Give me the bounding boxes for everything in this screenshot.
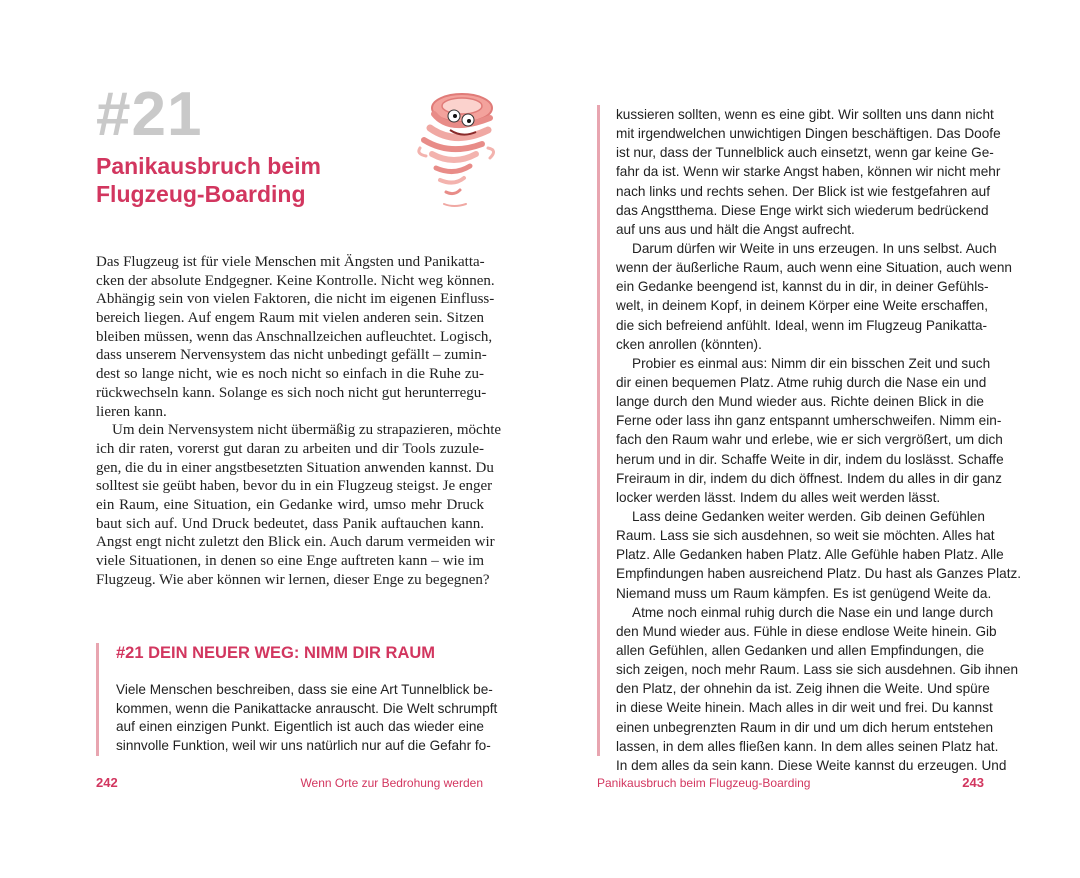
text-line: ist nur, dass der Tunnelblick auch einsetzt, wenn gar keine Ge- — [616, 145, 994, 161]
text-line: Flugzeug. Wie aber können wir lernen, dieser Enge zu begegnen? — [96, 571, 490, 588]
box-text — [116, 681, 498, 756]
text-line: lange durch den Mund wieder aus. Richte deinen Blick in die — [616, 394, 984, 410]
text-line: cken der absolute Endgegner. Keine Kontrolle. Nicht weg können. — [96, 272, 495, 289]
text-line: ein Gedanke beengend ist, kannst du in dir, in deiner Gefühls- — [616, 279, 989, 295]
text-line: kussieren sollten, wenn es eine gibt. Wir sollten uns dann nicht — [616, 107, 994, 122]
text-line: dest so lange nicht, wie es noch nicht so einfach in die Ruhe zu- — [96, 366, 484, 383]
text-line: ich dir raten, vorerst gut daran zu arbeiten und dir Tools zuzule- — [96, 440, 484, 457]
text-line: Atme noch einmal ruhig durch die Nase ein und lange durch — [632, 604, 994, 620]
chapter-title-line: Panikausbruch beim — [96, 153, 321, 179]
text-line: auf einen einzigen Punkt. Eigentlich ist auch das wieder eine — [116, 719, 484, 735]
text-line: solltest sie geübt haben, bevor du in ein Flugzeug steigst. Je enger — [96, 478, 493, 495]
text-line: welt, in deinem Kopf, in deinem Körper eine Weite erschaffen, — [616, 298, 989, 314]
running-head: Panikausbruch beim Flugzeug-Boarding — [597, 776, 811, 790]
text-line: Viele Menschen beschreiben, dass sie eine Art Tunnelblick be- — [116, 682, 493, 697]
chapter-title — [96, 152, 321, 208]
text-line: Um dein Nervensystem nicht übermäßig zu strapazieren, möchte — [112, 422, 502, 439]
box-text-continued — [616, 105, 1022, 775]
text-line: Lass deine Gedanken weiter werden. Gib deinen Gefühlen — [632, 508, 985, 524]
text-line: Platz. Alle Gedanken haben Platz. Alle Gefühle haben Platz. Alle — [616, 547, 1004, 563]
chapter-number: #21 — [96, 80, 203, 149]
text-line: ein Raum, eine Situation, ein Gedanke wird, umso mehr Druck — [96, 496, 484, 513]
text-line: fach den Raum wahr und erlebe, wie er sich vergrößert, um dich — [616, 432, 1003, 448]
text-line: lassen, in dem alles fließen kann. In dem alles seinen Platz hat. — [616, 738, 999, 754]
text-line: den Mund wieder aus. Fühle in diese endlose Weite hinein. Gib — [616, 623, 997, 639]
text-line: locker werden lässt. Indem du alles weit werden lässt. — [616, 489, 941, 505]
text-line: lieren kann. — [96, 403, 167, 420]
running-head: Wenn Orte zur Bedrohung werden — [300, 776, 483, 790]
chapter-title-line: Flugzeug-Boarding — [96, 181, 306, 207]
text-line: Ferne oder lass ihn ganz entspannt umherschweifen. Nimm ein- — [616, 413, 1002, 429]
text-line: cken anrollen (könnten). — [616, 336, 762, 352]
body-text — [96, 253, 502, 589]
text-line: bleiben müssen, wenn das Anschnallzeichen aufleuchtet. Logisch, — [96, 328, 493, 345]
text-line: rückwechseln kann. Solange es sich noch nicht gut herunterregu- — [96, 384, 487, 401]
text-line: die sich befreiend anfühlt. Ideal, wenn im Flugzeug Panikatta- — [616, 317, 988, 333]
text-line: allen Gefühlen, allen Gedanken und allen Empfindungen, die — [616, 642, 984, 658]
text-line: kommen, wenn die Panikattacke anrauscht. Die Welt schrumpft — [116, 700, 498, 716]
text-line: herum und in dir. Schaffe Weite in dir, indem du loslässt. Schaffe — [616, 451, 1004, 467]
text-line: das Angstthema. Diese Enge wirkt sich wiederum bedrückend — [616, 202, 989, 218]
text-line: sich zeigen, noch mehr Raum. Lass sie sich ausdehnen. Gib ihnen — [616, 662, 1018, 678]
text-line: mit irgendwelchen unwichtigen Dingen beschäftigen. Das Doofe — [616, 126, 1001, 142]
text-line: Niemand muss um Raum kämpfen. Es ist genügend Weite da. — [616, 585, 992, 601]
text-line: dass unserem Nervensystem das nicht unbedingt gefällt – zumin- — [96, 347, 487, 364]
text-line: nach links und rechts sehen. Der Blick ist wie festgefahren auf — [616, 183, 991, 199]
box-accent-bar — [96, 643, 99, 756]
text-line: Angst engt nicht zuletzt den Blick ein. Auch darum vermeiden wir — [96, 534, 495, 551]
text-line: Probier es einmal aus: Nimm dir ein bisschen Zeit und such — [632, 355, 991, 371]
text-line: gen, die du in einer angstbesetzten Situation anwenden kannst. Du — [96, 459, 494, 476]
tornado-illustration — [410, 84, 502, 214]
text-line: auf uns aus und hält die Angst aufrecht. — [616, 221, 855, 237]
text-line: Darum dürfen wir Weite in uns erzeugen. In uns selbst. Auch — [632, 240, 997, 256]
text-line: den Platz, der ohnehin da ist. Zeig ihnen die Weite. Und spüre — [616, 681, 990, 697]
text-line: In dem alles da sein kann. Diese Weite kannst du erzeugen. Und — [616, 757, 1007, 773]
page-number: 242 — [96, 775, 118, 790]
box-heading: #21 DEIN NEUER WEG: NIMM DIR RAUM — [116, 644, 436, 662]
text-line: viele Situationen, in denen so eine Enge auftreten kann – wie im — [96, 553, 484, 569]
text-line: bereich liegen. Auf engem Raum mit vielen anderen sein. Sitzen — [96, 310, 484, 327]
text-line: Freiraum in dir, indem du dich öffnest. Indem du alles in dir ganz — [616, 470, 1002, 486]
text-line: Das Flugzeug ist für viele Menschen mit Ängsten und Panikatta- — [96, 254, 485, 270]
text-line: wenn der äußerliche Raum, auch wenn eine Situation, auch wenn — [616, 260, 1012, 276]
text-line: Empfindungen haben ausreichend Platz. Du hast als Ganzes Platz. — [616, 566, 1022, 582]
text-line: Raum. Lass sie sich ausdehnen, so weit sie möchten. Alles hat — [616, 528, 995, 544]
text-line: fahr da ist. Wenn wir starke Angst haben, können wir nicht mehr — [616, 164, 1001, 180]
text-line: sinnvolle Funktion, weil wir uns natürlich nur auf die Gefahr fo- — [116, 738, 491, 754]
text-line: baut sich auf. Und Druck bedeutet, dass Panik auftauchen kann. — [96, 515, 484, 532]
text-line: in diese Weite hinein. Mach alles in dir weit und frei. Du kannst — [616, 700, 993, 716]
right-page — [540, 0, 1080, 878]
page-number: 243 — [962, 775, 984, 790]
text-line: einen unbegrenzten Raum in dir und um dich herum entstehen — [616, 719, 994, 735]
box-accent-bar — [597, 105, 600, 756]
text-line: dir einen bequemen Platz. Atme ruhig durch die Nase ein und — [616, 374, 987, 390]
text-line: Abhängig sein von vielen Faktoren, die nicht im eigenen Einfluss- — [96, 291, 495, 308]
